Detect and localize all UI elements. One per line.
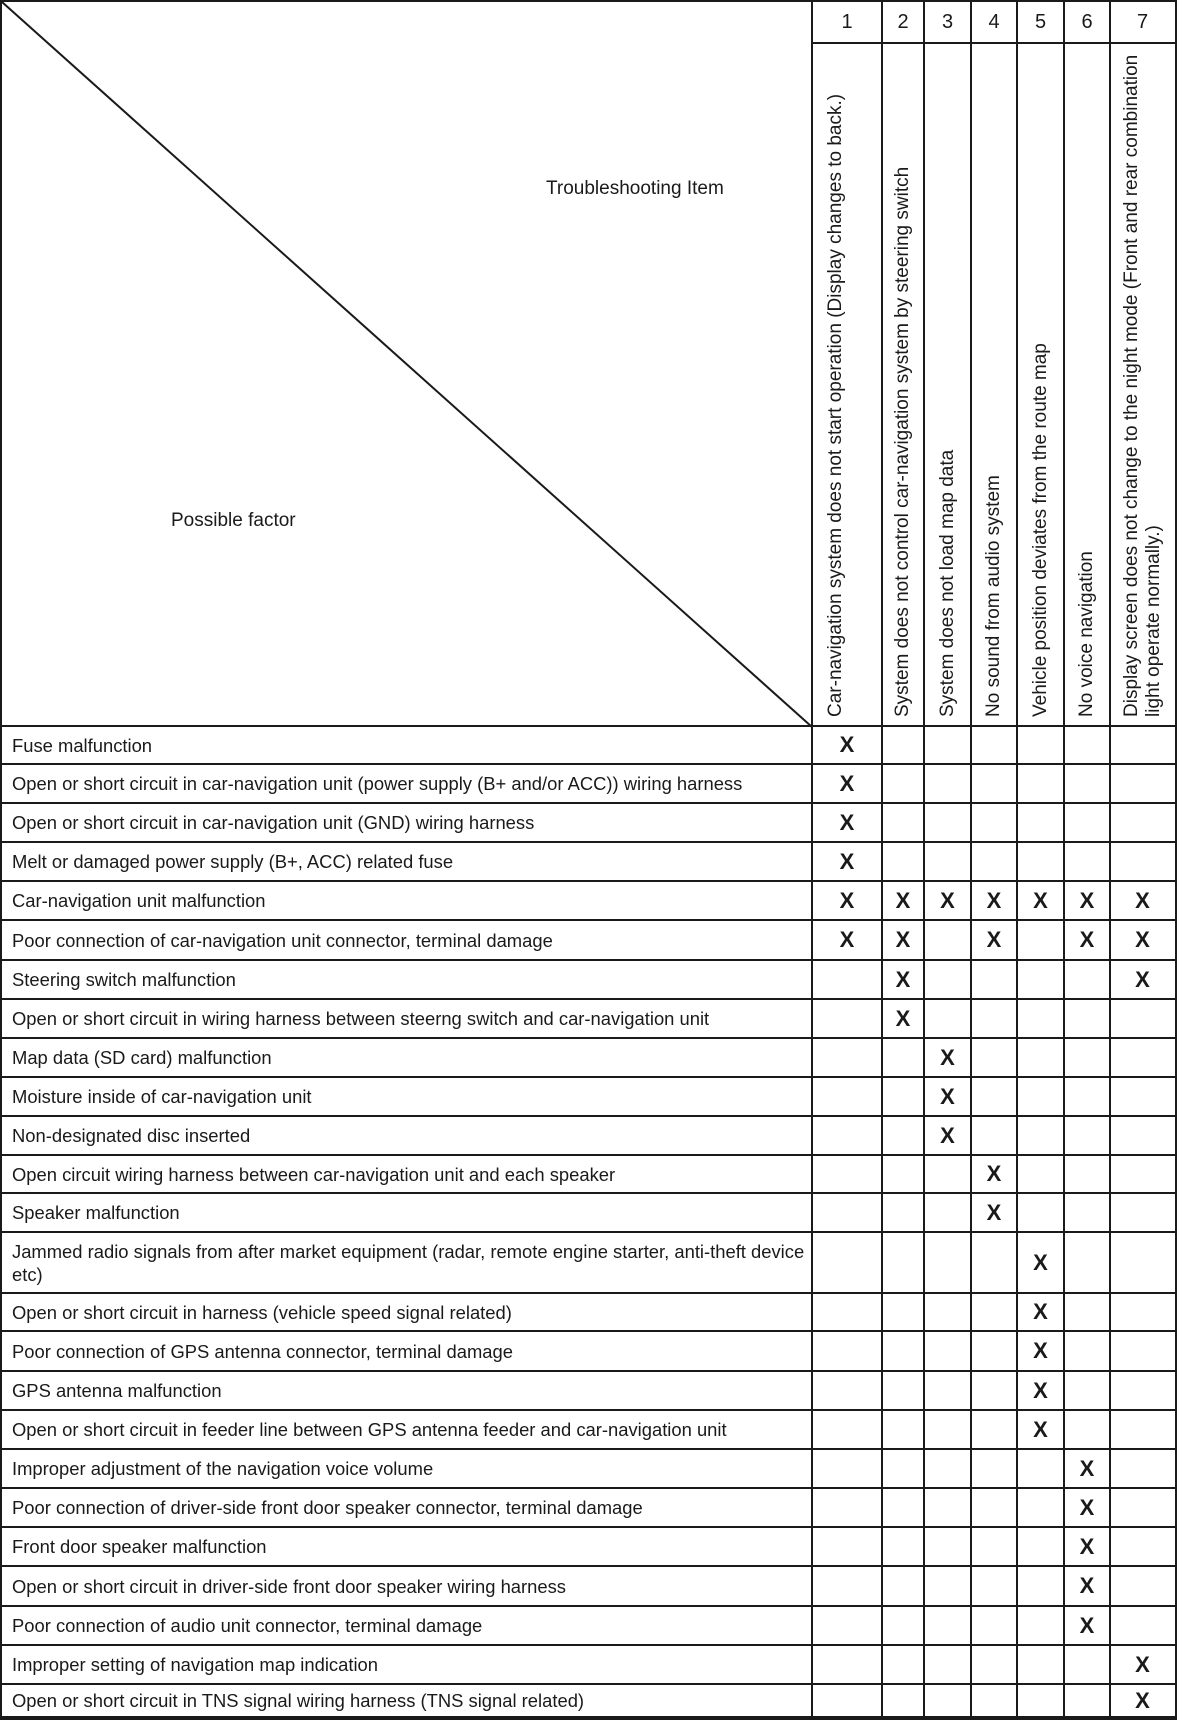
x-mark-col-3: X [940, 1044, 955, 1070]
column-number-4: 4 [988, 10, 1000, 33]
x-mark-col-6: X [1079, 927, 1095, 952]
x-mark-col-5: X [1033, 887, 1048, 913]
possible-factor-cell: Open or short circuit in car-navigation unit (power supply (B+ and/or ACC)) wiring harness [12, 773, 743, 794]
possible-factor-cell: Moisture inside of car-navigation unit [12, 1086, 312, 1107]
possible-factor-cell: GPS antenna malfunction [12, 1380, 222, 1401]
x-mark-col-5: X [1033, 1338, 1048, 1363]
column-number-7: 7 [1136, 10, 1149, 33]
possible-factor-cell: Improper adjustment of the navigation voice volume [12, 1458, 434, 1479]
x-mark-col-6: X [1079, 1494, 1095, 1520]
x-mark-col-5: X [1033, 1416, 1048, 1442]
possible-factor-cell: Non-designated disc inserted [12, 1125, 251, 1146]
possible-factor-cell: Open or short circuit in harness (vehicle speed signal related) [12, 1301, 512, 1323]
x-mark-col-1: X [839, 887, 855, 913]
possible-factor-cell: Open circuit wiring harness between car-navigation unit and each speaker [12, 1163, 616, 1185]
possible-factor-cell: Improper setting of navigation map indication [12, 1654, 378, 1675]
x-mark-col-1: X [839, 848, 855, 874]
column-label-3: System does not load map data [936, 449, 958, 717]
x-mark-col-7: X [1135, 1687, 1150, 1713]
x-mark-col-2: X [895, 966, 911, 992]
x-mark-col-3: X [940, 1122, 955, 1148]
possible-factor-cell: Front door speaker malfunction [12, 1536, 267, 1557]
x-mark-col-1: X [839, 927, 855, 952]
possible-factor-cell: Open or short circuit in car-navigation unit (GND) wiring harness [12, 812, 535, 833]
troubleshooting-item-label: Troubleshooting Item [546, 178, 724, 199]
x-mark-col-5: X [1033, 1299, 1048, 1324]
x-mark-col-7: X [1135, 887, 1150, 913]
x-mark-col-4: X [986, 927, 1002, 952]
x-mark-col-6: X [1079, 1573, 1095, 1598]
x-mark-col-7: X [1135, 1651, 1150, 1677]
column-number-1: 1 [841, 10, 853, 33]
possible-factor-cell: Jammed radio signals from after market equipment (radar, remote engine starter, anti-theft device etc) [12, 1240, 805, 1285]
possible-factor-cell: Open or short circuit in driver-side front door speaker wiring harness [12, 1575, 566, 1597]
x-mark-col-2: X [895, 1005, 911, 1031]
x-mark-col-4: X [986, 1161, 1002, 1186]
possible-factor-cell: Fuse malfunction [12, 734, 153, 756]
x-mark-col-6: X [1079, 1533, 1095, 1559]
column-number-6: 6 [1081, 10, 1093, 33]
x-mark-col-1: X [839, 770, 855, 796]
x-mark-col-4: X [986, 887, 1002, 913]
possible-factor-label: Possible factor [171, 510, 296, 531]
x-mark-col-7: X [1135, 966, 1150, 992]
column-label-2: System does not control car-navigation system by steering switch [892, 166, 913, 717]
column-number-3: 3 [941, 10, 954, 33]
column-number-5: 5 [1034, 10, 1047, 33]
possible-factor-cell: Car-navigation unit malfunction [12, 890, 266, 911]
possible-factor-cell: Open or short circuit in TNS signal wiring harness (TNS signal related) [12, 1690, 585, 1711]
x-mark-col-2: X [895, 927, 911, 952]
possible-factor-cell: Melt or damaged power supply (B+, ACC) related fuse [12, 851, 454, 872]
x-mark-col-1: X [839, 809, 855, 835]
possible-factor-cell: Poor connection of driver-side front door speaker connector, terminal damage [12, 1497, 643, 1518]
possible-factor-cell: Poor connection of car-navigation unit connector, terminal damage [12, 929, 553, 951]
x-mark-col-6: X [1079, 1455, 1095, 1481]
column-label-4: No sound from audio system [983, 475, 1004, 717]
x-mark-col-4: X [986, 1199, 1002, 1225]
possible-factor-cell: Poor connection of GPS antenna connector, terminal damage [12, 1340, 513, 1362]
x-mark-col-6: X [1079, 887, 1095, 913]
column-label-7: Display screen does not change to the night mode (Front and rear combination light operate normally.) [1120, 54, 1164, 717]
possible-factor-cell: Speaker malfunction [12, 1202, 180, 1223]
column-label-6: No voice navigation [1076, 551, 1097, 717]
x-mark-col-3: X [940, 1083, 955, 1109]
possible-factor-cell: Poor connection of audio unit connector, terminal damage [12, 1615, 483, 1636]
column-label-1: Car-navigation system does not start operation (Display changes to back.) [825, 93, 846, 717]
x-mark-col-5: X [1033, 1377, 1048, 1403]
possible-factor-cell: Open or short circuit in feeder line between GPS antenna feeder and car-navigation unit [12, 1419, 727, 1440]
x-mark-col-2: X [895, 887, 911, 913]
possible-factor-cell: Map data (SD card) malfunction [12, 1047, 272, 1068]
column-label-5: Vehicle position deviates from the route map [1029, 343, 1051, 717]
x-mark-col-3: X [940, 887, 955, 913]
possible-factor-cell: Steering switch malfunction [12, 969, 236, 990]
possible-factor-cell: Open or short circuit in wiring harness between steerng switch and car-navigation unit [12, 1008, 710, 1029]
column-number-2: 2 [897, 10, 909, 33]
x-mark-col-1: X [839, 732, 855, 757]
x-mark-col-6: X [1079, 1612, 1095, 1638]
x-mark-col-7: X [1135, 927, 1150, 952]
x-mark-col-5: X [1033, 1249, 1048, 1275]
